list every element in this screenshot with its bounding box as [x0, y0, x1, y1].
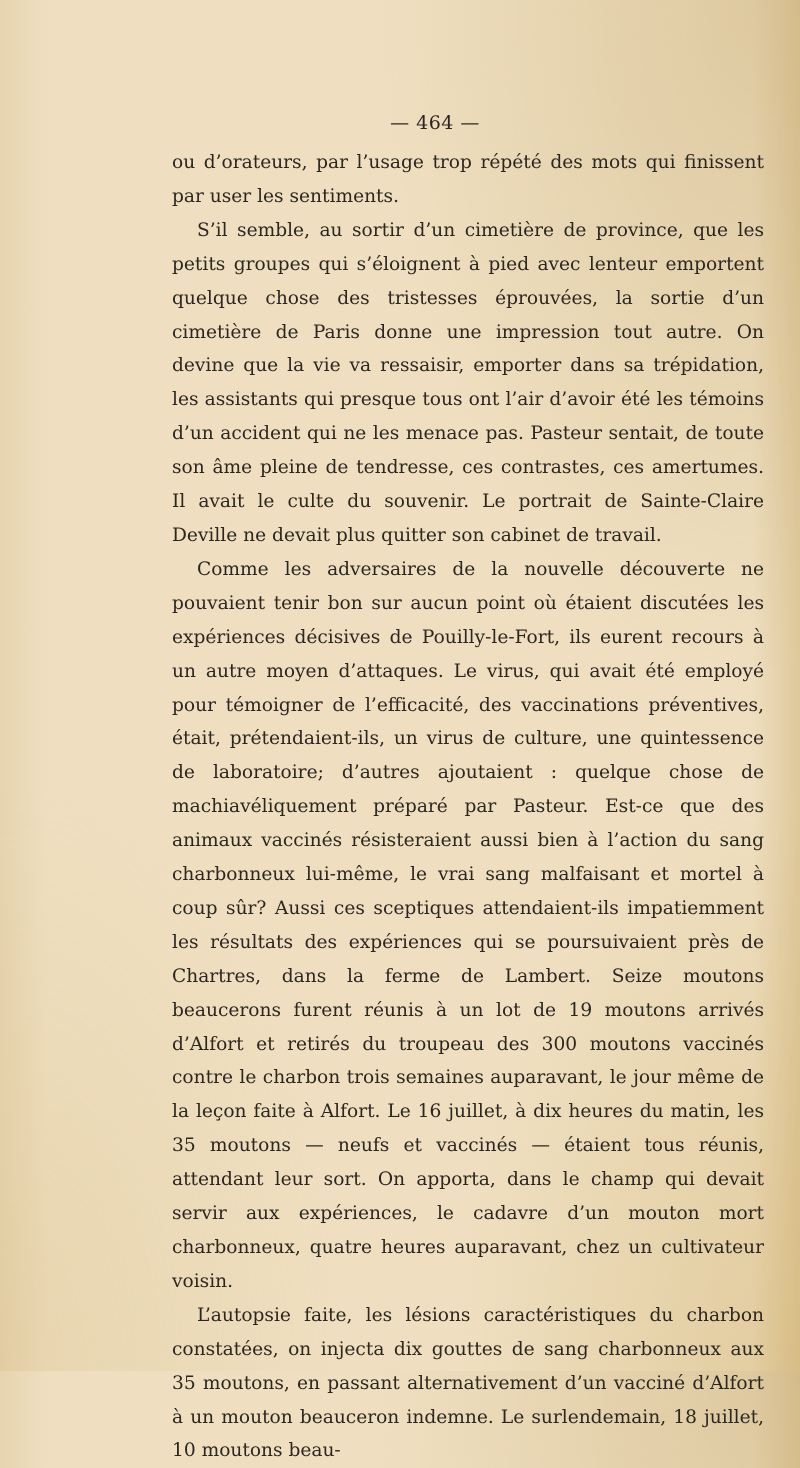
paragraph-2: S’il semble, au sortir d’un cimetière de province, que les petits groupes qui s’éloignent à pied avec lenteur emportent quelque chose des tristesses éprouvées, la sortie d’un cimetière de Paris donne une impression tout autre. On devine que la vie va ressaisir, emporter dans sa trépidation, les assistants qui presque tous ont l’air d’avoir été les témoins d’un accident qui ne les menace pas. Pasteur sentait, de toute son âme pleine de tendresse, ces contrastes, ces amertumes. Il avait le culte du souvenir. Le portrait de Sainte-Claire Deville ne devait plus quitter son cabinet de travail.	[172, 219, 764, 546]
body-text	[172, 146, 764, 1468]
paragraph-1: ou d’orateurs, par l’usage trop répété des mots qui finissent par user les sentiments.	[172, 152, 764, 207]
paragraph-4: L’autopsie faite, les lésions caractéristiques du charbon constatées, on injecta dix gouttes de sang charbonneux aux 35 moutons, en passant alternativement d’un vacciné d’Alfort à un mouton beauceron indemne. Le surlendemain, 18 juillet, 10 moutons beau-	[172, 1304, 764, 1462]
paragraph-3: Comme les adversaires de la nouvelle découverte ne pouvaient tenir bon sur aucun point où étaient discutées les expériences décisives de Pouilly-le-Fort, ils eurent recours à un autre moyen d’attaques. Le virus, qui avait été employé pour témoigner de l’efficacité, des vaccinations préventives, était, prétendaient-ils, un virus de culture, une quintessence de laboratoire; d’autres ajoutaient : quelque chose de machiavéliquement préparé par Pasteur. Est-ce que des animaux vaccinés résisteraient aussi bien à l’action du sang charbonneux lui-même, le vrai sang malfaisant et mortel à coup sûr? Aussi ces sceptiques attendaient-ils impatiemment les résultats des expériences qui se poursuivaient près de Chartres, dans la ferme de Lambert. Seize moutons beaucerons furent réunis à un lot de 19 moutons arrivés d’Alfort et retirés du troupeau des 300 moutons vaccinés contre le charbon trois semaines auparavant, le jour même de la leçon faite à Alfort. Le 16 juillet, à dix heures du matin, les 35 moutons — neufs et vaccinés — étaient tous réunis, attendant leur sort. On apporta, dans le champ qui devait servir aux expériences, le cadavre d’un mouton mort charbonneux, quatre heures auparavant, chez un cultivateur voisin.	[172, 558, 764, 1292]
page-number: — 464 —	[390, 112, 480, 134]
